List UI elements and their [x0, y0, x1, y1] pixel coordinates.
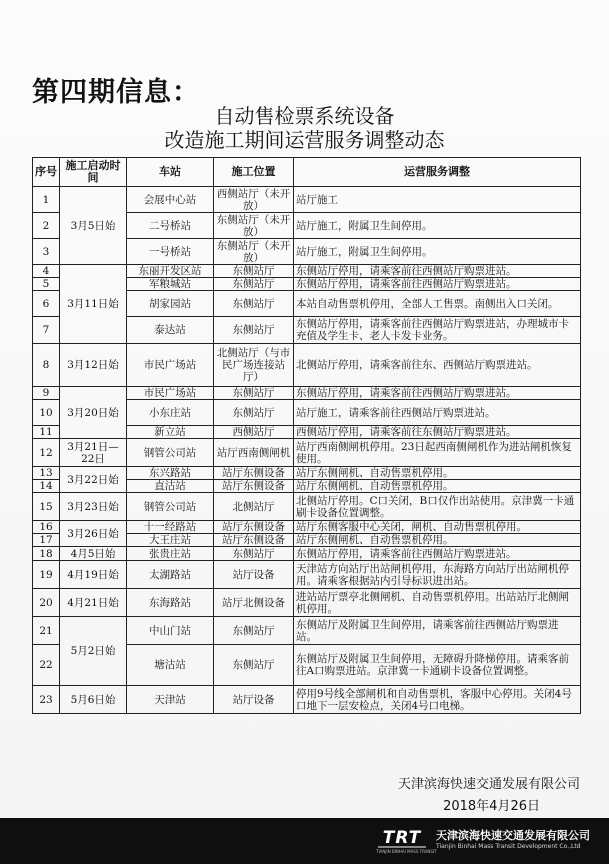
row-number: 12	[33, 439, 60, 467]
row-adjustment: 东侧站厅停用，请乘客前往西侧站厅购票进站。	[294, 278, 581, 291]
row-location: 东侧站厅	[214, 547, 294, 561]
row-location: 站厅东侧设备	[214, 534, 294, 547]
table-row	[33, 387, 581, 400]
row-station: 会展中心站	[127, 187, 214, 213]
row-date: 3月21日—22日	[60, 439, 127, 467]
row-adjustment: 东侧站厅及附属卫生间停用，无障碍升降梯停用。请乘客前往A口购票进站。京津冀一卡通刷卡设备位置调整。	[294, 645, 581, 686]
row-adjustment: 进站站厅票亭北侧闸机、自动售票机停用。出站站厅北侧闸机停用。	[294, 589, 581, 617]
row-number: 23	[33, 686, 60, 714]
row-adjustment: 北侧站厅停用，请乘客前往东、西侧站厅购票进站。	[294, 344, 581, 387]
row-station: 新立站	[127, 426, 214, 439]
row-date: 4月5日始	[60, 547, 127, 561]
row-adjustment: 站厅东侧闸机、自动售票机停用。	[294, 467, 581, 480]
table-header-row	[33, 158, 581, 187]
row-station: 胡家园站	[127, 291, 214, 317]
subtitle-line-1: 自动售检票系统设备	[214, 104, 395, 128]
row-number: 2	[33, 213, 60, 239]
row-number: 1	[33, 187, 60, 213]
row-station: 东丽开发区站	[127, 265, 214, 278]
footer-date: 2018年4月26日	[443, 799, 540, 814]
row-location: 东侧站厅	[214, 617, 294, 645]
row-date: 5月6日始	[60, 686, 127, 714]
row-station: 天津站	[127, 686, 214, 714]
table-row	[33, 265, 581, 278]
row-number: 22	[33, 645, 60, 686]
table-row	[33, 547, 581, 561]
table-row	[33, 686, 581, 714]
row-number: 16	[33, 521, 60, 534]
row-station: 小东庄站	[127, 400, 214, 426]
row-location: 东侧站厅	[214, 291, 294, 317]
table-row	[33, 589, 581, 617]
row-number: 14	[33, 480, 60, 493]
row-date: 4月21日始	[60, 589, 127, 617]
row-station: 钢管公司站	[127, 439, 214, 467]
row-date: 3月11日始	[60, 265, 127, 344]
table-row	[33, 467, 581, 480]
table-row	[33, 187, 581, 213]
row-adjustment: 北侧站厅停用。C口关闭，B口仅作出站使用。京津冀一卡通刷卡设备位置调整。	[294, 493, 581, 521]
row-station: 市民广场站	[127, 344, 214, 387]
row-location: 北侧站厅	[214, 493, 294, 521]
row-adjustment: 站厅施工	[294, 187, 581, 213]
row-location: 北侧站厅（与市民广场连接站厅）	[214, 344, 294, 387]
row-adjustment: 站厅东侧客服中心关闭，闸机、自动售票机停用。	[294, 521, 581, 534]
row-number: 13	[33, 467, 60, 480]
row-number: 9	[33, 387, 60, 400]
row-adjustment: 西侧站厅停用，请乘客前往东侧站厅购票进站。	[294, 426, 581, 439]
row-station: 东兴路站	[127, 467, 214, 480]
schedule-table	[32, 157, 581, 714]
row-date: 3月26日始	[60, 521, 127, 547]
row-location: 站厅设备	[214, 561, 294, 589]
header-location: 施工位置	[214, 158, 294, 187]
row-adjustment: 东侧站厅停用，请乘客前往西侧站厅购票进站，办理城市卡充值及学生卡、老人卡发卡业务。	[294, 317, 581, 344]
header-adjustment: 运营服务调整	[294, 158, 581, 187]
row-date: 3月23日始	[60, 493, 127, 521]
row-date: 3月22日始	[60, 467, 127, 493]
row-date: 3月5日始	[60, 187, 127, 265]
row-location: 东侧站厅（未开放）	[214, 213, 294, 239]
logo-company-en: Tianjin Binhai Mass Transit Development Co.,Ltd	[436, 843, 581, 850]
row-adjustment: 东侧站厅停用，请乘客前往西侧站厅购票进站。	[294, 387, 581, 400]
row-station: 十一经路站	[127, 521, 214, 534]
row-location: 东侧站厅	[214, 317, 294, 344]
row-location: 站厅西南侧闸机	[214, 439, 294, 467]
header-station: 车站	[127, 158, 214, 187]
row-number: 21	[33, 617, 60, 645]
row-adjustment: 站厅西南侧闸机停用。23日起西南侧闸机作为进站闸机恢复使用。	[294, 439, 581, 467]
row-location: 西侧站厅（未开放）	[214, 187, 294, 213]
row-number: 11	[33, 426, 60, 439]
logo-text: TRT	[382, 828, 422, 848]
row-number: 20	[33, 589, 60, 617]
row-adjustment: 东侧站厅停用，请乘客前往西侧站厅购票进站。	[294, 547, 581, 561]
row-number: 18	[33, 547, 60, 561]
row-number: 19	[33, 561, 60, 589]
row-number: 6	[33, 291, 60, 317]
row-location: 站厅东侧设备	[214, 467, 294, 480]
row-location: 东侧站厅	[214, 387, 294, 400]
row-station: 大王庄站	[127, 534, 214, 547]
row-number: 5	[33, 278, 60, 291]
row-adjustment: 东侧站厅及附属卫生间停用，请乘客前往西侧站厅购票进站。	[294, 617, 581, 645]
row-number: 8	[33, 344, 60, 387]
row-location: 站厅东侧设备	[214, 480, 294, 493]
row-adjustment: 东侧站厅停用，请乘客前往西侧站厅购票进站。	[294, 265, 581, 278]
table-row	[33, 439, 581, 467]
row-number: 15	[33, 493, 60, 521]
row-location: 东侧站厅	[214, 645, 294, 686]
footer-company: 天津滨海快速交通发展有限公司	[397, 777, 580, 792]
trt-logo-icon	[376, 824, 428, 850]
row-location: 站厅东侧设备	[214, 521, 294, 534]
table-row	[33, 493, 581, 521]
row-adjustment: 站厅施工，附属卫生间停用。	[294, 239, 581, 265]
row-number: 3	[33, 239, 60, 265]
page-heading: 第四期信息：	[32, 77, 200, 108]
logo-subtext: TIANJIN BINHAI MASS TRANSIT	[376, 849, 437, 854]
row-number: 17	[33, 534, 60, 547]
row-station: 中山门站	[127, 617, 214, 645]
row-number: 10	[33, 400, 60, 426]
row-station: 张贵庄站	[127, 547, 214, 561]
row-location: 站厅北侧设备	[214, 589, 294, 617]
subtitle-line-2: 改造施工期间运营服务调整动态	[164, 128, 445, 152]
row-station: 市民广场站	[127, 387, 214, 400]
row-location: 站厅设备	[214, 686, 294, 714]
row-station: 太湖路站	[127, 561, 214, 589]
row-station: 二号桥站	[127, 213, 214, 239]
row-station: 军粮城站	[127, 278, 214, 291]
header-number: 序号	[33, 158, 60, 187]
row-station: 泰达站	[127, 317, 214, 344]
row-date: 5月2日始	[60, 617, 127, 686]
row-adjustment: 停用9号线全部闸机和自动售票机，客服中心停用。关闭4号口地下一层安检点，关闭4号口电梯。	[294, 686, 581, 714]
table-row	[33, 617, 581, 645]
row-adjustment: 站厅东侧闸机、自动售票机停用。	[294, 534, 581, 547]
row-date: 4月19日始	[60, 561, 127, 589]
row-station: 直沽站	[127, 480, 214, 493]
row-adjustment: 站厅施工，请乘客前往西侧站厅购票进站。	[294, 400, 581, 426]
row-station: 钢管公司站	[127, 493, 214, 521]
row-location: 东侧站厅	[214, 400, 294, 426]
logo-company-cn: 天津滨海快速交通发展有限公司	[436, 829, 590, 842]
row-location: 东侧站厅	[214, 278, 294, 291]
table-row	[33, 344, 581, 387]
header-start-date: 施工启动时间	[60, 158, 127, 187]
row-station: 塘沽站	[127, 645, 214, 686]
row-adjustment: 天津站方向站厅出站闸机停用，东海路方向站厅出站闸机停用。请乘客根据站内引导标识进出站。	[294, 561, 581, 589]
row-location: 西侧站厅	[214, 426, 294, 439]
row-number: 7	[33, 317, 60, 344]
row-date: 3月20日始	[60, 387, 127, 439]
row-location: 东侧站厅（未开放）	[214, 239, 294, 265]
table-row	[33, 561, 581, 589]
row-date: 3月12日始	[60, 344, 127, 387]
row-adjustment: 站厅施工，附属卫生间停用。	[294, 213, 581, 239]
row-number: 4	[33, 265, 60, 278]
row-adjustment: 站厅东侧闸机、自动售票机停用。	[294, 480, 581, 493]
table-row	[33, 521, 581, 534]
row-location: 东侧站厅	[214, 265, 294, 278]
row-station: 一号桥站	[127, 239, 214, 265]
row-station: 东海路站	[127, 589, 214, 617]
row-adjustment: 本站自动售票机停用，全部人工售票。南侧出入口关闭。	[294, 291, 581, 317]
